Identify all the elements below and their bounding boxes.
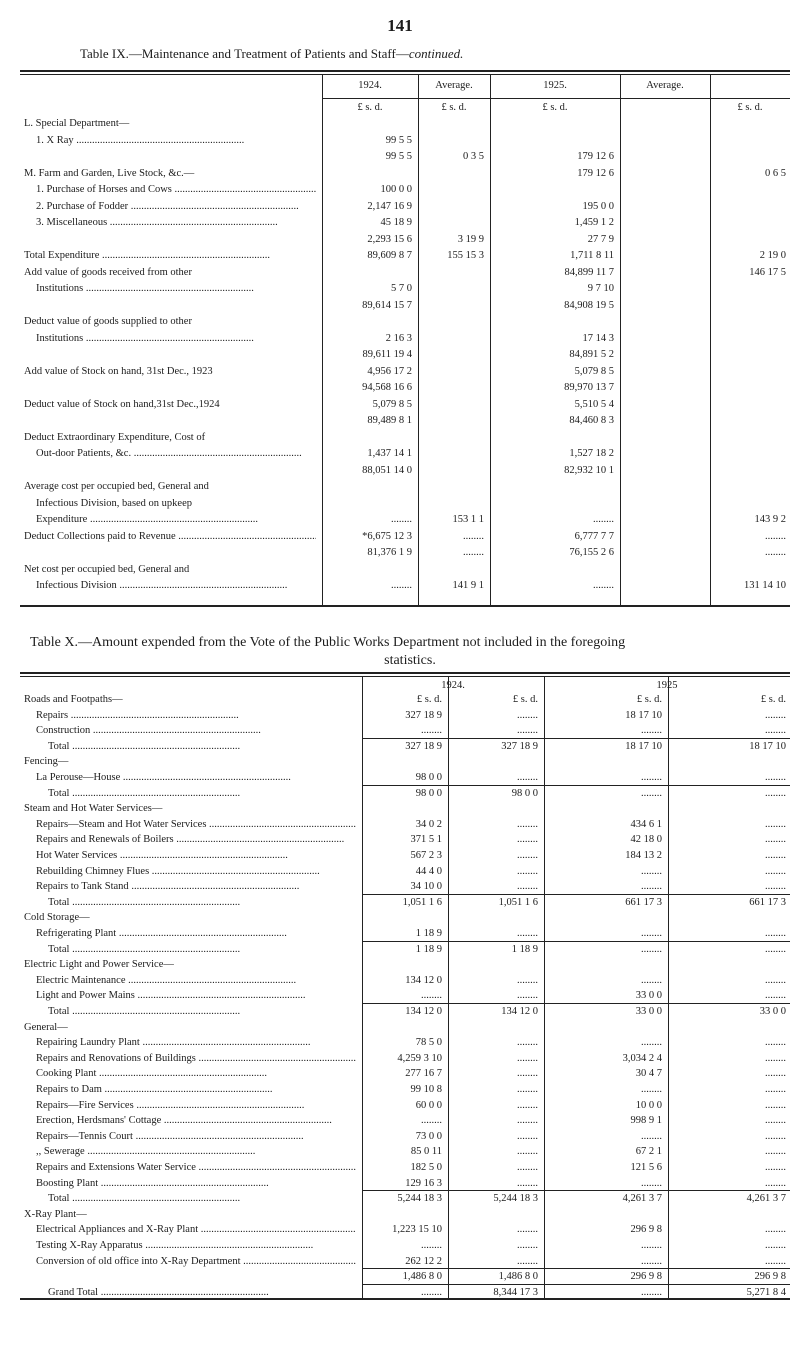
table10-rule <box>362 785 790 786</box>
table10-row-label: Rebuilding Chimney Flues ..... <box>36 866 356 878</box>
table9-cell-c3: 84,460 8 3 <box>569 415 614 426</box>
table9-cell-c3: 1,459 1 2 <box>574 217 614 228</box>
table10-cell-c4: ........ <box>765 974 786 986</box>
table10-row-label: Roads and Footpaths— <box>24 694 123 705</box>
table10-row-label: Fencing— <box>24 756 69 768</box>
table10-cell-c2: ........ <box>517 928 538 939</box>
table10-cell-c4: ........ <box>765 928 786 939</box>
table10 <box>20 672 790 1308</box>
table9-currency-3: £ s. d. <box>542 102 568 113</box>
table10-cell-c4: ........ <box>765 1177 786 1189</box>
table9-row-label: Total Expenditure ..... <box>24 250 316 262</box>
table10-cell-c2: 134 12 0 <box>501 1006 538 1017</box>
table9-row-label: Deduct value of goods supplied to other <box>24 316 192 327</box>
table10-cell-c4: ........ <box>765 850 786 861</box>
table10-cell-c4: ........ <box>765 818 786 830</box>
table10-cell-c1: ........ <box>421 990 442 1002</box>
table10-row-label: Repairs—Steam and Hot Water Services ..... <box>36 819 356 831</box>
table10-col-1925: 1925 <box>656 680 678 691</box>
table9-cell-c3: 179 12 6 <box>577 167 614 179</box>
table10-row-label: Cold Storage— <box>24 912 90 924</box>
table9-cell-c1: 94,568 16 6 <box>362 382 412 393</box>
table10-cell-c1: 44 4 0 <box>415 865 442 877</box>
table9-cell-c1: *6,675 12 3 <box>362 530 412 542</box>
table10-row-label: Repairs to Tank Stand ..... <box>36 881 356 893</box>
table10-rule <box>362 894 790 895</box>
table9-cell-c1: ........ <box>391 514 412 525</box>
table10-cell-c3: 3,034 2 4 <box>622 1052 662 1064</box>
table10-cell-c2: 5,244 18 3 <box>493 1193 538 1205</box>
table10-cell-c3: ........ <box>641 943 662 955</box>
table10-cell-c3: 434 6 1 <box>630 818 662 830</box>
table9-cell-c3: 82,932 10 1 <box>564 464 614 476</box>
table9-row-label: 3. Miscellaneous ..... <box>36 217 316 229</box>
table10-cell-c1: 1 18 9 <box>415 928 442 939</box>
table10-cell-c1: 182 5 0 <box>410 1162 442 1173</box>
table10-cell-c1: 34 0 2 <box>415 818 442 830</box>
table9-currency-4: £ s. d. <box>737 102 763 113</box>
table9-cell-c4: ........ <box>765 530 786 542</box>
table10-cell-c3: ........ <box>641 1255 662 1267</box>
table9-cell-c1: 2,147 16 9 <box>367 200 412 212</box>
table9-cell-c2: 0 3 5 <box>463 151 484 162</box>
table10-cell-c2: ........ <box>517 1052 538 1064</box>
table9-cell-c1: 2,293 15 6 <box>367 233 412 245</box>
table9-cell-c3: 1,527 18 2 <box>569 448 614 459</box>
table9-row-label: Deduct Extraordinary Expenditure, Cost of <box>24 431 206 443</box>
table9 <box>20 70 790 610</box>
table9-cell-c3: 1,711 8 11 <box>570 250 614 261</box>
table10-cell-c1: 85 0 11 <box>410 1146 442 1158</box>
table9-currency-1: £ s. d. <box>357 102 383 113</box>
table10-row-label: Repairs ..... <box>36 710 356 722</box>
table10-cell-c1: 34 10 0 <box>410 881 442 893</box>
table9-cell-c3: 5,510 5 4 <box>574 398 614 410</box>
table9-cell-c3: ........ <box>593 580 614 591</box>
table10-cell-c2: 8,344 17 3 <box>493 1286 538 1298</box>
table10-row-label: Steam and Hot Water Services— <box>24 803 163 815</box>
table9-cell-c2: 153 1 1 <box>452 514 484 525</box>
table9-cell-c4: 131 14 10 <box>744 580 786 591</box>
table10-cell-c1: ........ <box>421 725 442 737</box>
table10-row-label: Repairs and Renovations of Buildings ..... <box>36 1053 356 1065</box>
table9-cell-c2: 141 9 1 <box>452 580 484 591</box>
table9-cell-c1: 5 7 0 <box>391 283 412 294</box>
table10-rule <box>362 1268 790 1269</box>
table10-cell-c2: ........ <box>517 1177 538 1189</box>
table10-cell-c2: ........ <box>517 1162 538 1173</box>
table10-cell-c1: 1,051 1 6 <box>402 896 442 908</box>
table10-row-label: Repairing Laundry Plant ..... <box>36 1037 356 1049</box>
table10-cell-c3: ........ <box>641 1037 662 1049</box>
table10-cell-c2: ........ <box>517 725 538 737</box>
table10-row-label: X-Ray Plant— <box>24 1208 87 1220</box>
table9-cell-c1: 5,079 8 5 <box>372 398 412 410</box>
table10-cell-c3: ........ <box>641 772 662 783</box>
table10-cell-c2: ........ <box>517 834 538 846</box>
table10-cell-c4: 296 9 8 <box>754 1271 786 1283</box>
table10-cell-c3: 661 17 3 <box>625 896 662 908</box>
table10-cell-c4: 661 17 3 <box>749 896 786 908</box>
table9-row-label: 1. Purchase of Horses and Cows ..... <box>36 184 316 196</box>
table10-row-label: Hot Water Services ..... <box>36 850 356 862</box>
table9-cell-c3: ........ <box>593 514 614 525</box>
table10-cell-c2: ........ <box>517 1146 538 1158</box>
table10-cell-c1: 60 0 0 <box>415 1099 442 1111</box>
table9-cell-c3: 84,899 11 7 <box>564 266 614 278</box>
table9-cell-c1: 45 18 9 <box>380 217 412 228</box>
table10-cell-c2: 1,051 1 6 <box>498 896 538 908</box>
table10-row-label: Erection, Herdsmans' Cottage ..... <box>36 1115 356 1127</box>
table10-cell-c4: ........ <box>765 1068 786 1080</box>
table10-cell-c3: ........ <box>641 787 662 799</box>
table10-cell-c4: £ s. d. <box>760 694 786 705</box>
table9-row-label: 1. X Ray ..... <box>36 135 316 147</box>
table10-cell-c1: 134 12 0 <box>405 974 442 986</box>
table9-cell-c1: 4,956 17 2 <box>367 365 412 377</box>
table10-row-label: Testing X-Ray Apparatus ..... <box>36 1240 356 1252</box>
table9-cell-c1: ........ <box>391 580 412 591</box>
table10-cell-c2: ........ <box>517 1240 538 1251</box>
table9-cell-c3: 89,970 13 7 <box>564 382 614 393</box>
table9-cell-c1: 99 5 5 <box>385 151 412 162</box>
table10-cell-c3: £ s. d. <box>636 694 662 705</box>
table10-cell-c3: ........ <box>641 1177 662 1189</box>
table10-cell-c2: ........ <box>517 990 538 1002</box>
table10-cell-c2: ........ <box>517 850 538 861</box>
table9-cell-c4: ........ <box>765 547 786 558</box>
table10-cell-c3: 67 2 1 <box>635 1146 662 1158</box>
table10-row-label: Cooking Plant ..... <box>36 1068 356 1080</box>
table10-cell-c4: ........ <box>765 834 786 846</box>
table9-row-label: Add value of Stock on hand, 31st Dec., 1923 <box>24 365 213 377</box>
page-number: 141 <box>387 16 413 35</box>
table10-cell-c3: 33 0 0 <box>635 1006 662 1017</box>
table9-col-avg1: Average. <box>435 80 473 91</box>
table10-row-label: Refrigerating Plant ..... <box>36 928 356 940</box>
table9-cell-c3: 195 0 0 <box>582 200 614 212</box>
table10-cell-c1: 567 2 3 <box>410 850 442 861</box>
table10-cell-c1: 134 12 0 <box>405 1006 442 1017</box>
table10-cell-c4: ........ <box>765 1240 786 1251</box>
table10-cell-c2: ........ <box>517 865 538 877</box>
table9-cell-c1: 1,437 14 1 <box>367 448 412 459</box>
table10-cell-c3: 184 13 2 <box>625 850 662 861</box>
table10-row-label: Total ..... <box>48 741 356 753</box>
table9-title-prefix: Table IX.— <box>80 46 142 61</box>
table10-cell-c4: 33 0 0 <box>759 1006 786 1017</box>
table10-rule <box>362 1003 790 1004</box>
table10-cell-c4: ........ <box>765 865 786 877</box>
table9-cell-c1: 99 5 5 <box>385 134 412 146</box>
table10-cell-c1: 78 5 0 <box>415 1037 442 1049</box>
table9-row-label: Institutions ..... <box>36 283 316 295</box>
table9-row-label: Out-door Patients, &c. ..... <box>36 448 316 460</box>
table10-cell-c1: 277 16 7 <box>405 1068 442 1080</box>
table10-row-label: Repairs to Dam ..... <box>36 1084 356 1096</box>
table10-row-label: La Perouse—House ..... <box>36 772 356 784</box>
table9-cell-c2: ........ <box>463 547 484 558</box>
table9-title-main: Maintenance and Treatment of Patients and Staff— <box>141 46 409 61</box>
table10-cell-c2: ........ <box>517 772 538 783</box>
table10-cell-c4: ........ <box>765 1146 786 1158</box>
table10-row-label: Repairs—Tennis Court ..... <box>36 1131 356 1143</box>
table10-cell-c4: ........ <box>765 1115 786 1127</box>
table10-row-label: Electrical Appliances and X-Ray Plant ..... <box>36 1224 356 1236</box>
table9-col-avg2: Average. <box>646 80 684 91</box>
table10-cell-c4: 18 17 10 <box>749 740 786 752</box>
table10-row-label: Total ..... <box>48 1193 356 1205</box>
table10-cell-c1: ........ <box>421 1286 442 1298</box>
table10-cell-c1: 129 16 3 <box>405 1177 442 1189</box>
table9-cell-c1: 81,376 1 9 <box>367 547 412 558</box>
table10-cell-c1: 1,486 8 0 <box>402 1271 442 1283</box>
table10-row-label: Electric Light and Power Service— <box>24 959 174 971</box>
table9-cell-c3: 84,908 19 5 <box>564 299 614 311</box>
table10-cell-c2: £ s. d. <box>512 694 538 705</box>
table10-cell-c4: 4,261 3 7 <box>746 1193 786 1205</box>
table10-cell-c1: 98 0 0 <box>415 787 442 799</box>
table9-cell-c1: 100 0 0 <box>380 184 412 195</box>
table10-cell-c3: 18 17 10 <box>625 709 662 721</box>
table9-cell-c2: 3 19 9 <box>457 233 484 245</box>
table10-cell-c4: ........ <box>765 1130 786 1142</box>
table10-cell-c2: 98 0 0 <box>511 787 538 799</box>
table10-cell-c2: 1,486 8 0 <box>498 1271 538 1283</box>
table10-cell-c3: 998 9 1 <box>630 1115 662 1127</box>
table9-cell-c3: 179 12 6 <box>577 151 614 162</box>
table10-row-label: Light and Power Mains ..... <box>36 990 356 1002</box>
table10-cell-c4: ........ <box>765 787 786 799</box>
table10-cell-c3: ........ <box>641 881 662 893</box>
table10-cell-c4: ........ <box>765 725 786 737</box>
table10-cell-c2: ........ <box>517 1084 538 1095</box>
table10-cell-c2: ........ <box>517 1099 538 1111</box>
table10-cell-c4: ........ <box>765 1037 786 1049</box>
table10-title <box>30 634 790 670</box>
table10-row-label: Repairs and Extensions Water Service ..... <box>36 1162 356 1174</box>
table10-row-label: Total ..... <box>48 897 356 909</box>
table9-cell-c3: 6,777 7 7 <box>574 530 614 542</box>
table10-cell-c3: ........ <box>641 865 662 877</box>
table9-cell-c1: 2 16 3 <box>385 332 412 344</box>
table9-col-1924: 1924. <box>358 80 382 91</box>
table9-row-label: Institutions ..... <box>36 333 316 345</box>
table10-cell-c1: £ s. d. <box>416 694 442 705</box>
table9-cell-c3: 5,079 8 5 <box>574 365 614 377</box>
table9-title <box>80 46 780 62</box>
table9-row-label: Infectious Division ..... <box>36 580 316 592</box>
table10-cell-c2: ........ <box>517 881 538 893</box>
table10-row-label: Repairs and Renewals of Boilers ..... <box>36 834 356 846</box>
table10-cell-c1: 98 0 0 <box>415 772 442 783</box>
table9-cell-c3: 9 7 10 <box>587 283 614 294</box>
table9-row-label: Deduct Collections paid to Revenue ..... <box>24 531 316 543</box>
table10-cell-c3: ........ <box>641 1130 662 1142</box>
table10-rule <box>362 738 790 739</box>
table10-cell-c3: ........ <box>641 928 662 939</box>
table9-cell-c3: 27 7 9 <box>587 233 614 245</box>
table9-cell-c4: 143 9 2 <box>754 514 786 525</box>
table10-cell-c4: ........ <box>765 1255 786 1267</box>
table10-cell-c1: 73 0 0 <box>415 1130 442 1142</box>
table10-cell-c2: ........ <box>517 974 538 986</box>
table9-cell-c3: 76,155 2 6 <box>569 547 614 558</box>
table10-row-label: Conversion of old office into X-Ray Department ..... <box>36 1256 356 1268</box>
table10-cell-c3: 296 9 8 <box>630 1224 662 1236</box>
table10-cell-c2: ........ <box>517 1130 538 1142</box>
table10-cell-c1: 371 5 1 <box>410 834 442 846</box>
table10-rule <box>362 941 790 942</box>
table10-cell-c2: ........ <box>517 709 538 721</box>
table10-cell-c2: ........ <box>517 1037 538 1049</box>
table10-cell-c1: ........ <box>421 1240 442 1251</box>
table9-row-label: Add value of goods received from other <box>24 266 192 278</box>
table10-cell-c4: ........ <box>765 1162 786 1173</box>
table10-cell-c1: ........ <box>421 1115 442 1127</box>
table9-cell-c1: 89,611 19 4 <box>362 349 412 360</box>
table9-cell-c4: 146 17 5 <box>749 266 786 278</box>
table10-cell-c3: ........ <box>641 1084 662 1095</box>
table10-cell-c4: ........ <box>765 943 786 955</box>
table9-row-label: Deduct value of Stock on hand,31st Dec.,1924 <box>24 398 220 410</box>
table10-cell-c2: 327 18 9 <box>501 740 538 752</box>
table10-cell-c3: 4,261 3 7 <box>622 1193 662 1205</box>
table9-row-label: Infectious Division, based on upkeep <box>36 497 193 509</box>
table10-cell-c1: 262 12 2 <box>405 1255 442 1267</box>
table9-cell-c1: 88,051 14 0 <box>362 464 412 476</box>
table10-row-label: Repairs—Fire Services ..... <box>36 1100 356 1112</box>
table10-row-label: Electric Maintenance ..... <box>36 975 356 987</box>
table9-cell-c1: 89,614 15 7 <box>362 299 412 311</box>
table10-cell-c4: ........ <box>765 1084 786 1095</box>
table10-cell-c2: ........ <box>517 818 538 830</box>
table10-cell-c2: 1 18 9 <box>511 943 538 955</box>
table10-cell-c3: 296 9 8 <box>630 1271 662 1283</box>
table10-cell-c2: ........ <box>517 1255 538 1267</box>
table9-cell-c4: 2 19 0 <box>759 250 786 261</box>
table10-cell-c1: 327 18 9 <box>405 709 442 721</box>
table9-cell-c3: 17 14 3 <box>582 332 614 344</box>
table9-cell-c1: 89,609 8 7 <box>367 250 412 261</box>
table10-row-label: ,, Sewerage ..... <box>36 1146 356 1158</box>
table10-cell-c4: ........ <box>765 709 786 721</box>
table10-cell-c3: 30 4 7 <box>635 1068 662 1080</box>
table10-title-line2: statistics. <box>384 653 436 668</box>
table10-cell-c3: ........ <box>641 974 662 986</box>
table9-row-label: Net cost per occupied bed, General and <box>24 563 190 575</box>
table10-cell-c1: 5,244 18 3 <box>397 1193 442 1205</box>
table10-rule <box>362 1190 790 1191</box>
table9-row-label: Expenditure ..... <box>36 514 316 526</box>
table9-row-label: Average cost per occupied bed, General and <box>24 481 209 492</box>
table9-col-1925: 1925. <box>543 80 567 91</box>
table10-cell-c1: 99 10 8 <box>410 1084 442 1095</box>
table10-cell-c4: 5,271 8 4 <box>746 1286 786 1298</box>
table10-cell-c4: ........ <box>765 881 786 893</box>
table10-row-label: General— <box>24 1021 68 1033</box>
table10-cell-c4: ........ <box>765 1099 786 1111</box>
table9-cell-c2: ........ <box>463 530 484 542</box>
table10-rule <box>362 1284 790 1285</box>
table10-cell-c2: ........ <box>517 1068 538 1080</box>
table10-cell-c4: ........ <box>765 990 786 1002</box>
table9-title-cont: continued. <box>408 46 464 61</box>
table10-cell-c3: ........ <box>641 725 662 737</box>
table10-row-label: Boosting Plant ..... <box>36 1178 356 1190</box>
table10-cell-c3: 42 18 0 <box>630 834 662 846</box>
table10-cell-c1: 1 18 9 <box>415 943 442 955</box>
table9-cell-c2: 155 15 3 <box>447 250 484 261</box>
table10-cell-c4: ........ <box>765 772 786 783</box>
table9-cell-c4: 0 6 5 <box>765 167 786 179</box>
table10-cell-c1: 1,223 15 10 <box>392 1224 442 1236</box>
table9-cell-c3: 84,891 5 2 <box>569 349 614 360</box>
table10-cell-c3: 18 17 10 <box>625 740 662 752</box>
table9-row-label: L. Special Department— <box>24 118 130 129</box>
table10-row-label: Total ..... <box>48 788 356 800</box>
table9-cell-c1: 89,489 8 1 <box>367 415 412 426</box>
table10-cell-c3: ........ <box>641 1240 662 1251</box>
table10-cell-c3: 33 0 0 <box>635 990 662 1002</box>
table10-cell-c1: 4,259 3 10 <box>397 1052 442 1064</box>
table10-row-label: Grand Total ..... <box>48 1287 356 1299</box>
table10-cell-c1: 327 18 9 <box>405 740 442 752</box>
table10-cell-c3: 10 0 0 <box>635 1099 662 1111</box>
table10-cell-c3: ........ <box>641 1286 662 1298</box>
table10-cell-c4: ........ <box>765 1224 786 1236</box>
table10-row-label: Construction ..... <box>36 725 356 737</box>
table9-currency-2: £ s. d. <box>441 102 467 113</box>
table10-cell-c2: ........ <box>517 1224 538 1236</box>
table10-title-line1: Table X.—Amount expended from the Vote of the Public Works Department not included in the foregoing <box>30 635 626 650</box>
table9-row-label: 2. Purchase of Fodder ..... <box>36 201 316 213</box>
table10-cell-c2: ........ <box>517 1115 538 1127</box>
table10-row-label: Total ..... <box>48 944 356 956</box>
table10-cell-c3: 121 5 6 <box>630 1162 662 1173</box>
table10-row-label: Total ..... <box>48 1006 356 1018</box>
table10-cell-c4: ........ <box>765 1052 786 1064</box>
table9-row-label: M. Farm and Garden, Live Stock, &c.— <box>24 167 195 179</box>
table10-col-1924: 1924. <box>441 680 465 691</box>
